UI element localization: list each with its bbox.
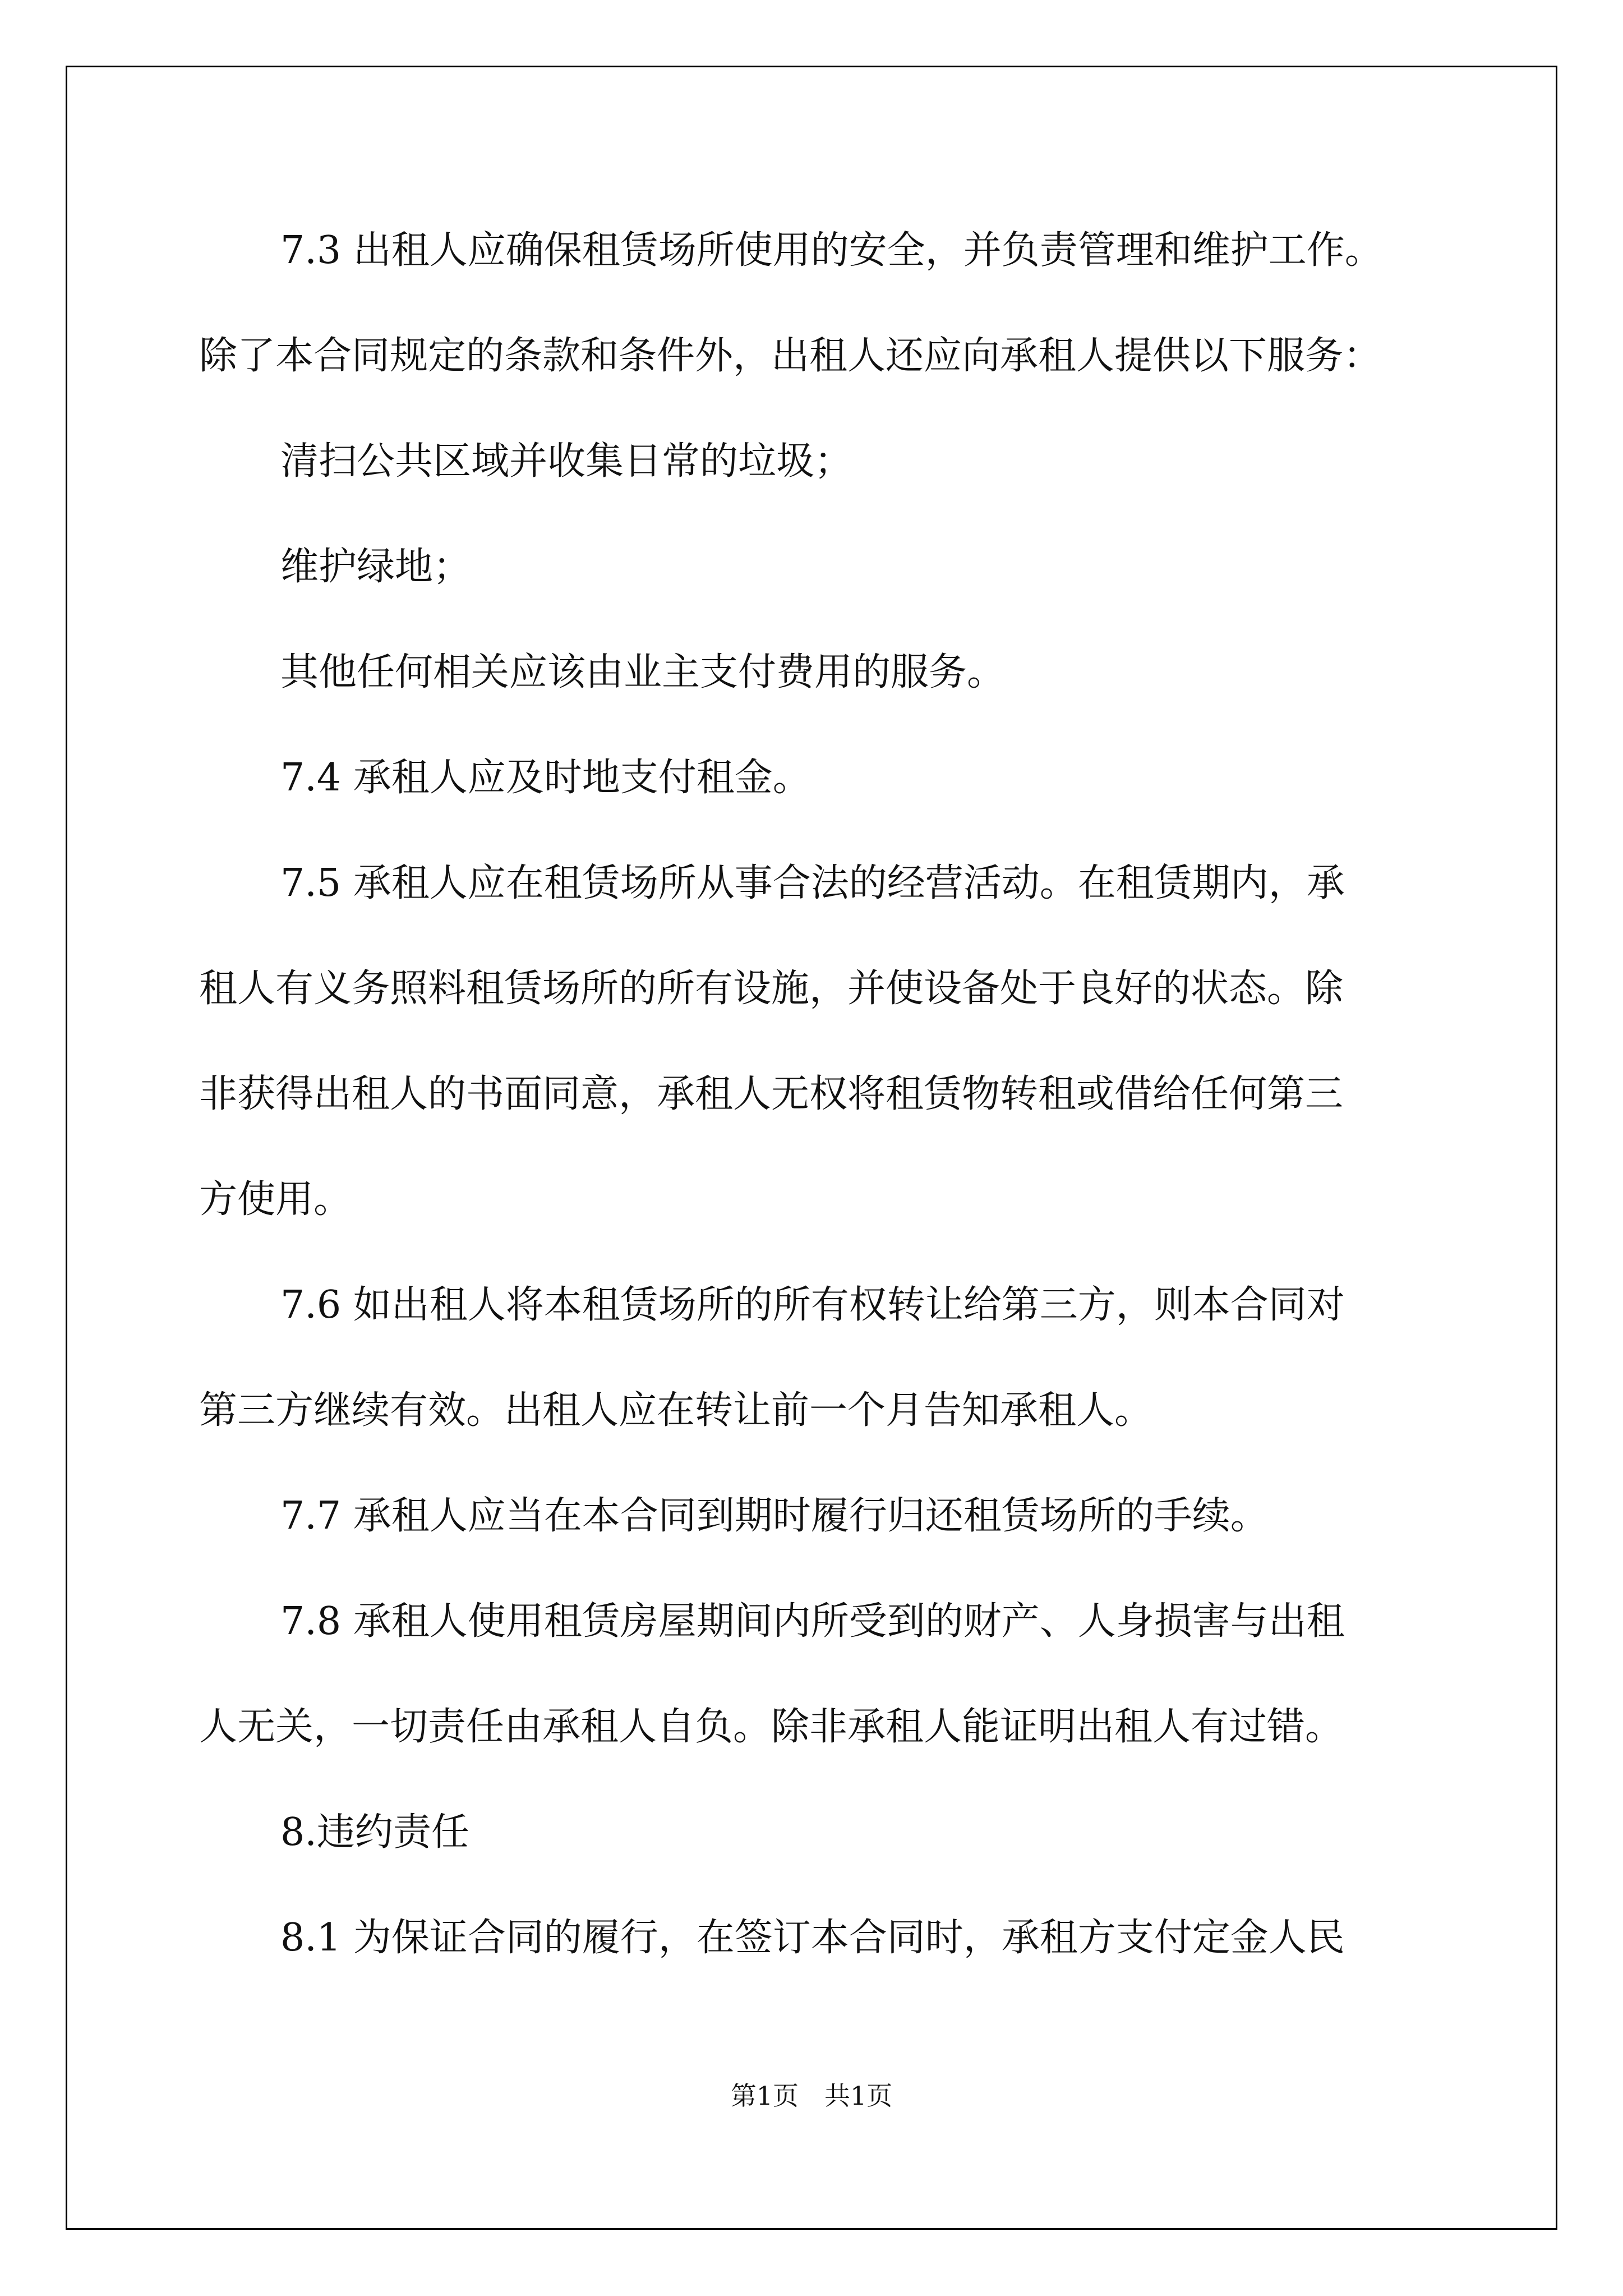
paragraph-line: 7.5 承租人应在租赁场所从事合法的经营活动。在租赁期内，承 <box>280 861 1345 905</box>
paragraph-line: 7.7 承租人应当在本合同到期时履行归还租赁场所的手续。 <box>280 1494 1269 1538</box>
paragraph-line: 其他任何相关应该由业主支付费用的服务。 <box>280 650 1006 694</box>
paragraph-line: 清扫公共区域并收集日常的垃圾； <box>280 439 853 484</box>
paragraph-line: 非获得出租人的书面同意，承租人无权将租赁物转租或借给任何第三 <box>199 1072 1344 1116</box>
paragraph-line: 7.8 承租人使用租赁房屋期间内所受到的财产、人身损害与出租 <box>280 1599 1345 1644</box>
paragraph-line: 7.3 出租人应确保租赁场所使用的安全，并负责管理和维护工作。 <box>280 228 1383 273</box>
paragraph-line: 维护绿地； <box>280 545 472 589</box>
page-border <box>66 66 1557 2230</box>
paragraph-line: 第三方继续有效。出租人应在转让前一个月告知承租人。 <box>199 1388 1153 1433</box>
paragraph-line: 租人有义务照料租赁场所的所有设施，并使设备处于良好的状态。除 <box>199 967 1344 1011</box>
paragraph-line: 方使用。 <box>199 1177 352 1222</box>
section-heading: 8.违约责任 <box>280 1810 469 1855</box>
paragraph-line: 除了本合同规定的条款和条件外，出租人还应向承租人提供以下服务： <box>199 334 1382 378</box>
paragraph-line: 7.6 如出租人将本租赁场所的所有权转让给第三方，则本合同对 <box>280 1283 1345 1327</box>
paragraph-line: 人无关，一切责任由承租人自负。除非承租人能证明出租人有过错。 <box>199 1705 1344 1749</box>
paragraph-line: 7.4 承租人应及时地支付租金。 <box>280 756 811 800</box>
page-footer: 第1页 共1页 <box>730 2081 893 2111</box>
paragraph-line: 8.1 为保证合同的履行，在签订本合同时，承租方支付定金人民 <box>280 1916 1345 1960</box>
